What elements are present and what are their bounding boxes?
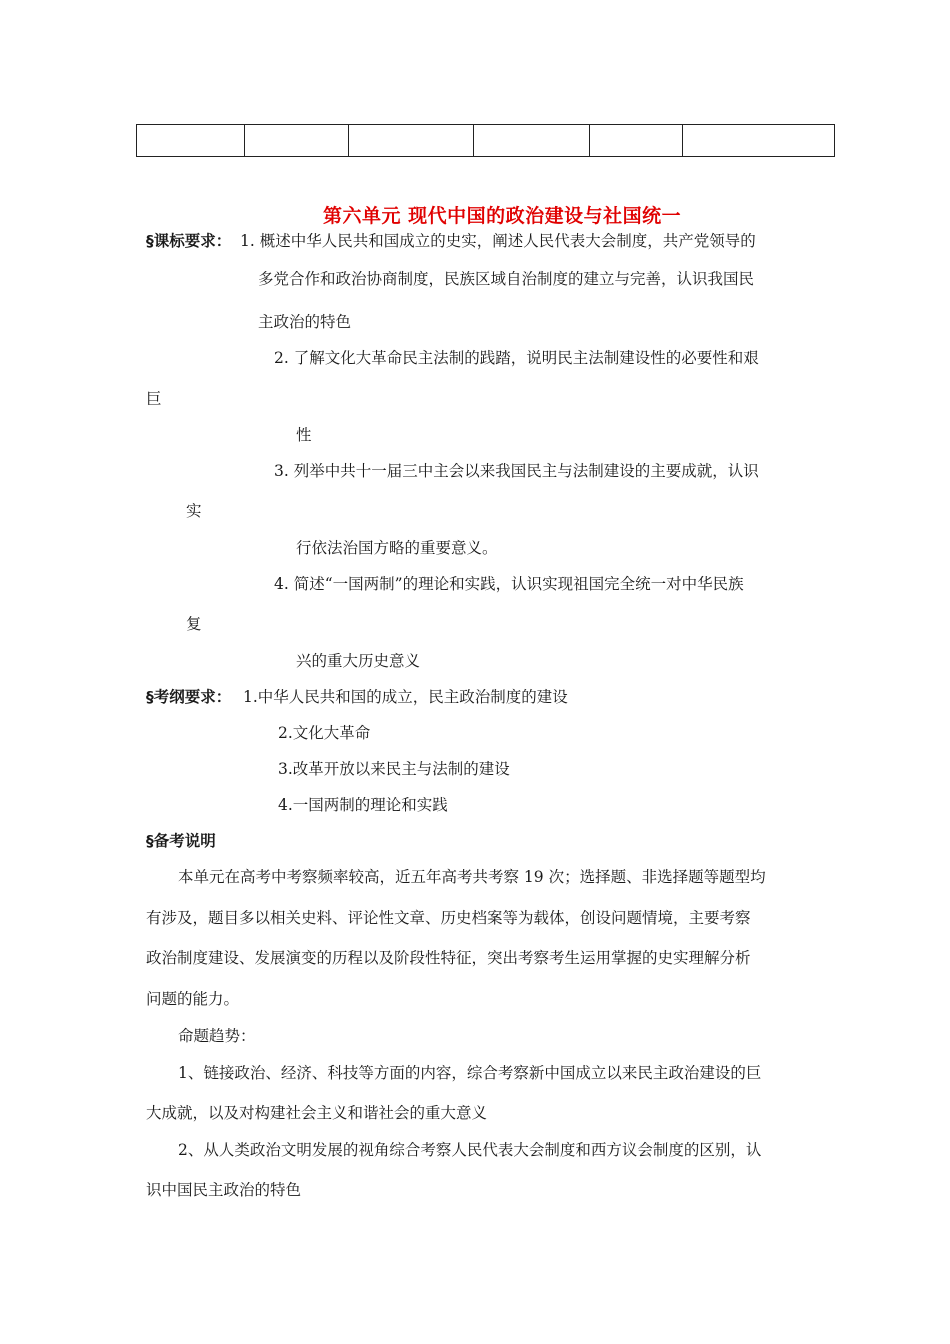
kebiao-item3-line1: 3. 列举中共十一届三中主会以来我国民主与法制建设的主要成就，认识 [274, 462, 759, 480]
beikao-para1-line1: 本单元在高考中考察频率较高，近五年高考共考察 19 次；选择题、非选择题等题型均 [178, 868, 766, 886]
trend2-line2: 识中国民主政治的特色 [146, 1181, 302, 1199]
kebiao-item1-line1: 1. 概述中华人民共和国成立的史实，阐述人民代表大会制度，共产党领导的 [240, 232, 756, 250]
kebiao-item2-line3: 性 [296, 426, 312, 444]
kebiao-item4-line1: 4. 简述“一国两制”的理论和实践，认识实现祖国完全统一对中华民族 [274, 575, 744, 593]
kebiao-item1-line3: 主政治的特色 [258, 313, 352, 331]
kaogang-item3: 3.改革开放以来民主与法制的建设 [278, 760, 510, 778]
beikao-label: §备考说明 [146, 832, 216, 850]
kebiao-item3-line3: 行依法治国方略的重要意义。 [296, 539, 498, 557]
trend-label: 命题趋势： [178, 1027, 256, 1045]
kebiao-item2-line2: 巨 [146, 390, 162, 408]
kaogang-item2: 2.文化大革命 [278, 724, 371, 742]
beikao-para1-line3: 政治制度建设、发展演变的历程以及阶段性特征，突出考察考生运用掌握的史实理解分析 [146, 949, 751, 967]
kaogang-label: §考纲要求： [146, 688, 232, 706]
trend1-line2: 大成就，以及对构建社会主义和谐社会的重大意义 [146, 1104, 488, 1122]
table-divider [682, 125, 683, 156]
kebiao-item2-line1: 2. 了解文化大革命民主法制的践踏，说明民主法制建设性的必要性和艰 [274, 349, 759, 367]
kebiao-item3-line2: 实 [186, 502, 202, 520]
kebiao-item1-line2: 多党合作和政治协商制度，民族区域自治制度的建立与完善，认识我国民 [258, 270, 755, 288]
empty-header-table [136, 124, 835, 157]
trend2-line1: 2、从人类政治文明发展的视角综合考察人民代表大会制度和西方议会制度的区别，认 [178, 1141, 762, 1159]
table-divider [473, 125, 474, 156]
table-divider [348, 125, 349, 156]
beikao-para1-line2: 有涉及，题目多以相关史料、评论性文章、历史档案等为载体，创设问题情境，主要考察 [146, 909, 751, 927]
beikao-para1-line4: 问题的能力。 [146, 990, 240, 1008]
trend1-line1: 1、链接政治、经济、科技等方面的内容，综合考察新中国成立以来民主政治建设的巨 [178, 1064, 762, 1082]
page-title: 第六单元 现代中国的政治建设与社国统一 [323, 205, 682, 227]
kaogang-item4: 4.一国两制的理论和实践 [278, 796, 448, 814]
kaogang-item1: 1.中华人民共和国的成立，民主政治制度的建设 [243, 688, 568, 706]
kebiao-item4-line3: 兴的重大历史意义 [296, 652, 421, 670]
table-divider [244, 125, 245, 156]
kebiao-item4-line2: 复 [186, 615, 202, 633]
kebiao-label: §课标要求： [146, 232, 232, 250]
table-divider [589, 125, 590, 156]
